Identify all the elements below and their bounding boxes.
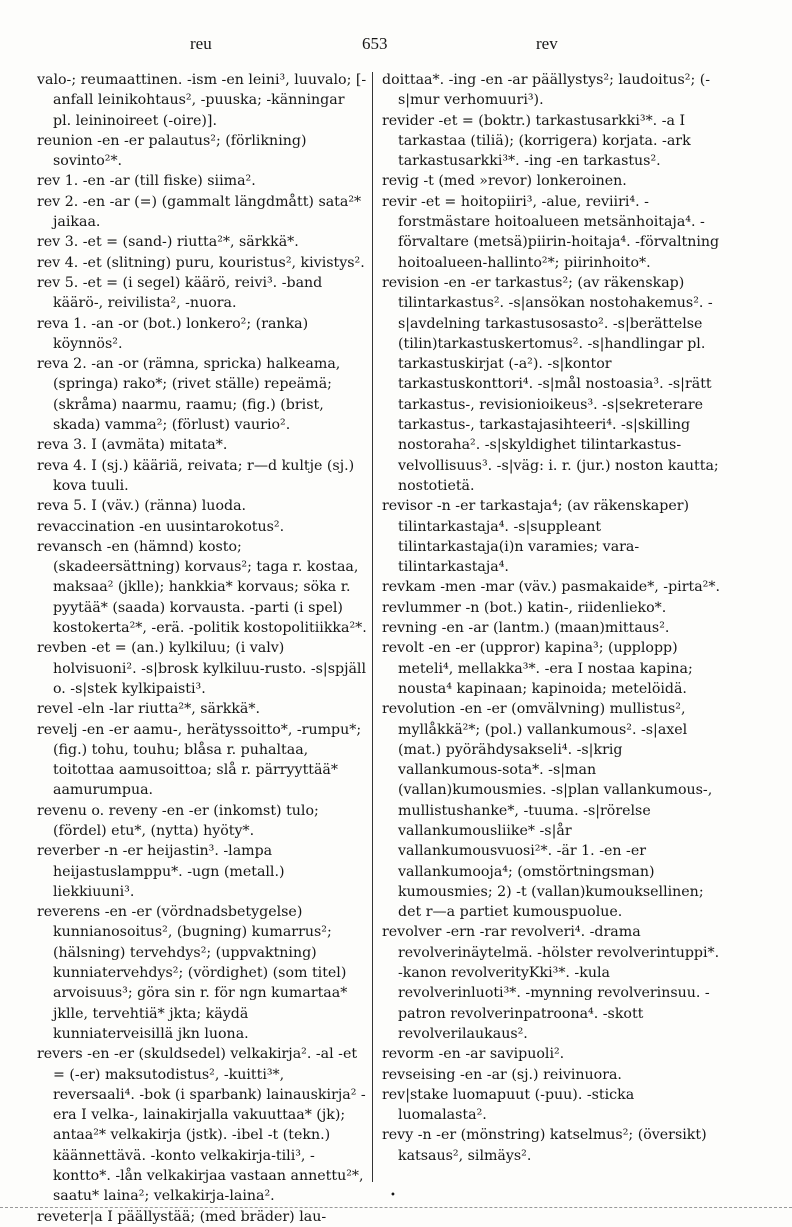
left-column xyxy=(37,70,367,1227)
dictionary-entry: revorm -en -ar savipuoli². xyxy=(382,1046,565,1063)
dictionary-entry: rev 4. -et (slitning) puru, kouristus², kivistys². xyxy=(37,254,365,271)
page-bottom-edge xyxy=(0,1207,792,1209)
dictionary-entry: revkam -men -mar (väv.) pasmakaide*, -pirta²*. xyxy=(382,579,720,596)
dictionary-entry: reva 5. I (väv.) (ränna) luoda. xyxy=(37,498,247,515)
dictionary-entry: rev|stake luomapuut (-puu). -sticka luomalasta². xyxy=(382,1086,635,1124)
dictionary-entry: rev 5. -et = (i segel) käärö, reivi³. -band käärö-, reivilista², -nuora. xyxy=(37,274,323,312)
dictionary-entry: revaccination -en uusintarokotus². xyxy=(37,518,285,535)
dictionary-entry: reverens -en -er (vördnadsbetygelse) kunnianosoitus², (bugning) kumarrus²; (hälsning) tervehdys²; (uppvaktning) kunniatervehdys²; (vördighet) (som titel) arvoisuus³; göra sin r. för ngn kumartaa* jklle, tervehtiä* jkta; käydä kunniaterveisillä jkn luona. xyxy=(37,904,348,1042)
dictionary-entry: reva 4. I (sj.) kääriä, reivata; r—d kultje (sj.) kova tuuli. xyxy=(37,457,355,494)
dictionary-entry: revig -t (med »revor) lonkeroinen. xyxy=(382,173,627,190)
right-column xyxy=(382,70,722,1166)
dictionary-entry: reva 2. -an -or (rämna, spricka) halkeama, (springa) rako*; (rivet ställe) repeämä; (skråma) naarmu, raamu; (fig.) (brist, skada) vamma²; (förlust) vaurio². xyxy=(37,356,341,434)
dictionary-entry: revning -en -ar (lantm.) (maan)mittaus². xyxy=(382,620,670,637)
dictionary-entry: revseising -en -ar (sj.) reivinuora. xyxy=(382,1066,622,1083)
dictionary-entry: rev 2. -en -ar (=) (gammalt längdmått) sata²* jaikaa. xyxy=(37,193,362,231)
dictionary-entry: revolver -ern -rar revolveri⁴. -drama revolverinäytelmä. -hölster revolverintuppi*. -kanon revolverityKki³*. -kula revolverinluoti³*. -mynning revolverinsuu. -patron revolverinpatroona⁴. -skott revolverilaukaus². xyxy=(382,924,720,1042)
dictionary-entry: revben -et = (an.) kylkiluu; (i valv) holvisuoni². -s|brosk kylkiluu-rusto. -s|spjäll o. -s|stek kylkipaisti³. xyxy=(37,640,367,697)
dictionary-entry: reveter|a I päällystää; (med bräder) lau- xyxy=(37,1208,327,1225)
dictionary-entry: revlummer -n (bot.) katin-, riidenlieko*. xyxy=(382,599,667,616)
dictionary-entry: revider -et = (boktr.) tarkastusarkki³*. -a I tarkastaa (tiliä); (korrigera) korjata. -ark tarkastusarkki³*. -ing -en tarkastus². xyxy=(382,112,691,170)
dictionary-entry: rev 1. -en -ar (till fiske) siima². xyxy=(37,173,256,190)
dictionary-entry: reunion -en -er palautus²; (förlikning) sovinto²*. xyxy=(37,132,307,170)
dictionary-entry: revy -n -er (mönstring) katselmus²; (översikt) katsaus², silmäys². xyxy=(382,1127,707,1164)
dictionary-entry: reva 1. -an -or (bot.) lonkero²; (ranka) köynnös². xyxy=(37,315,309,352)
dictionary-entry: revel -eln -lar riutta²*, särkkä*. xyxy=(37,701,260,718)
dictionary-entry: valo-; reumaattinen. -ism -en leini³, luuvalo; [-anfall leinikohtaus², -puuska; -känningar pl. leininoireet (-oire)]. xyxy=(37,72,367,129)
column-divider xyxy=(372,72,373,1182)
header-right-guide-word: rev xyxy=(536,34,558,53)
dictionary-entry: revansch -en (hämnd) kosto; (skadeersättning) korvaus²; taga r. kostaa, maksaa² (jklle); hankkia* korvaus; söka r. pyytää* (saada) korvausta. -parti (i spel) kostokerta²*, -erä. -politik kostopolitiikka²*. xyxy=(37,538,367,637)
dictionary-entry: revelj -en -er aamu-, herätyssoitto*, -rumpu*; (fig.) tohu, touhu; blåsa r. puhaltaa, toitottaa aamusoittoa; slå r. pärryyttää* aamurumpua. xyxy=(37,721,362,799)
dictionary-entry: rev 3. -et = (sand-) riutta²*, särkkä*. xyxy=(37,234,299,251)
dictionary-entry: revisor -n -er tarkastaja⁴; (av räkenskaper) tilintarkastaja⁴. -s|suppleant tilintarkastaja(i)n varamies; vara-tilintarkastaja⁴. xyxy=(382,498,690,576)
footer-mark: • xyxy=(390,1190,396,1201)
header-left-guide-word: reu xyxy=(190,34,212,53)
dictionary-entry: doittaa*. -ing -en -ar päällystys²; laudoitus²; (-s|mur verhomuuri³). xyxy=(382,72,711,109)
dictionary-entry: revolution -en -er (omvälvning) mullistus², myllåkkä²*; (pol.) vallankumous². -s|axel (mat.) pyörähdysakseli⁴. -s|krig vallankumous-sota*. -s|man (vallan)kumousmies. -s|plan vallankumous-, mullistushanke*, -tuuma. -s|rörelse vallankumousliike* -s|år vallankumousvuosi²*. -är 1. -en -er vallankumooja⁴; (omstörtningsman) kumousmies; 2) -t (vallan)kumouksellinen; det r—a partiet kumouspuolue. xyxy=(382,701,713,921)
dictionary-entry: revision -en -er tarkastus²; (av räkenskap) tilintarkastus². -s|ansökan nostohakemus². -s|avdelning tarkastusosasto². -s|berättelse (tilin)tarkastuskertomus². -s|handlingar pl. tarkastuskirjat (-a²). -s|kontor tarkastuskonttori⁴. -s|mål nostoasia³. -s|rätt tarkastus-, revisionioikeus³. -s|sekreterare tarkastus-, tarkastajasihteeri⁴. -s|skilling nostoraha². -s|skyldighet tilintarkastus-velvollisuus³. -s|väg: i. r. (jur.) noston kautta; nostotietä. xyxy=(382,274,719,494)
dictionary-entry: revir -et = hoitopiiri³, -alue, reviiri⁴. -forstmästare hoitoalueen metsänhoitaja⁴. -förvaltare (metsä)piirin-hoitaja⁴. -förvaltning hoitoalueen-hallinto²*; piirinhoito*. xyxy=(382,193,720,271)
dictionary-entry: revolt -en -er (uppror) kapina³; (upplopp) meteli⁴, mellakka³*. -era I nostaa kapina; nousta⁴ kapinaan; kapinoida; metelöidä. xyxy=(382,640,693,697)
dictionary-entry: reverber -n -er heijastin³. -lampa heijastuslamppu*. -ugn (metall.) liekkiuuni³. xyxy=(37,843,285,900)
dictionary-entry: reva 3. I (avmäta) mitata*. xyxy=(37,437,228,454)
page-header xyxy=(0,34,792,56)
dictionary-entry: revenu o. reveny -en -er (inkomst) tulo; (fördel) etu*, (nytta) hyöty*. xyxy=(37,802,319,839)
page-number: 653 xyxy=(362,34,388,53)
dictionary-entry: revers -en -er (skuldsedel) velkakirja². -al -et = (-er) maksutodistus², -kuitti³*, reversaali⁴. -bok (i sparbank) lainauskirja² -era I velka-, lainakirjalla vakuuttaa* (jk); antaa²* velkakirja (jstk). -ibel -t (tekn.) käännettävä. -konto velkakirja-tili³, -kontto*. -lån velkakirjaa vastaan annettu²*, saatu* laina²; velkakirja-laina². xyxy=(37,1046,366,1205)
